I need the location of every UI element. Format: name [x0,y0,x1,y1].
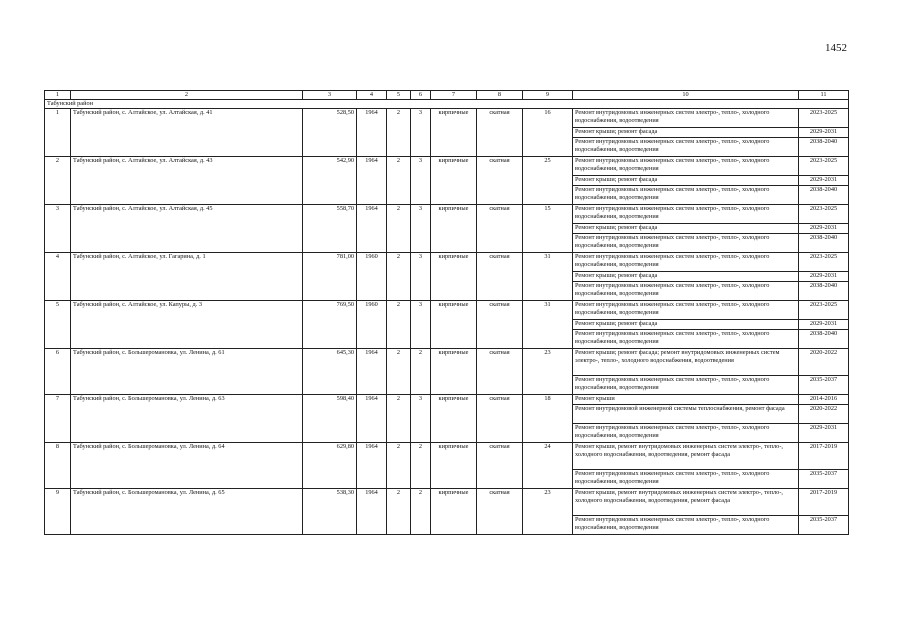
entrances-cell: 2 [411,443,431,489]
work-description-cell: Ремонт внутридомовых инженерных систем электро-, тепло-, холодного водоснабжения, водоотведения [573,330,799,349]
floors-cell: 2 [387,253,411,301]
column-header: 4 [357,91,387,100]
table-row [45,349,849,376]
page-number: 1452 [825,42,847,54]
table-row [45,205,849,224]
row-number: 2 [45,157,71,205]
residents-cell: 24 [523,443,573,489]
row-number: 7 [45,395,71,443]
work-description-cell: Ремонт крыши; ремонт фасада [573,128,799,138]
period-cell: 2023-2025 [799,301,849,320]
floors-cell: 2 [387,395,411,443]
column-header: 8 [477,91,523,100]
column-number-row [45,91,849,100]
area-cell: 542,90 [303,157,357,205]
roof-type-cell: скатная [477,301,523,349]
table-row [45,253,849,272]
table-row [45,443,849,470]
address-cell: Табунский район, с. Алтайское, ул. Капуры, д. 3 [71,301,303,349]
area-cell: 538,30 [303,489,357,535]
residents-cell: 23 [523,489,573,535]
work-description-cell: Ремонт внутридомовых инженерных систем электро-, тепло-, холодного водоснабжения, водоотведения [573,138,799,157]
entrances-cell: 3 [411,109,431,157]
residents-cell: 25 [523,157,573,205]
area-cell: 769,50 [303,301,357,349]
housing-repair-table [44,90,849,535]
floors-cell: 2 [387,489,411,535]
work-description-cell: Ремонт внутридомовых инженерных систем электро-, тепло-, холодного водоснабжения, водоотведения [573,516,799,535]
work-description-cell: Ремонт крыши, ремонт внутридомовых инженерных систем электро-, тепло-, холодного водоснабжения, водоотведения, ремонт фасада [573,443,799,470]
area-cell: 558,70 [303,205,357,253]
row-number: 1 [45,109,71,157]
column-header: 11 [799,91,849,100]
work-description-cell: Ремонт внутридомовых инженерных систем электро-, тепло-, холодного водоснабжения, водоотведения [573,301,799,320]
work-description-cell: Ремонт крыши; ремонт фасада [573,176,799,186]
residents-cell: 23 [523,349,573,395]
table-row [45,109,849,128]
work-description-cell: Ремонт внутридомовых инженерных систем электро-, тепло-, холодного водоснабжения, водоотведения [573,376,799,395]
period-cell: 2035-2037 [799,376,849,395]
column-header: 9 [523,91,573,100]
work-description-cell: Ремонт крыши; ремонт фасада [573,272,799,282]
period-cell: 2017-2019 [799,489,849,516]
area-cell: 528,50 [303,109,357,157]
residents-cell: 18 [523,395,573,443]
period-cell: 2023-2025 [799,109,849,128]
column-header: 3 [303,91,357,100]
year-cell: 1964 [357,443,387,489]
area-cell: 629,80 [303,443,357,489]
work-description-cell: Ремонт крыши; ремонт фасада; ремонт внутридомовых инженерных систем электро-, тепло-, холодного водоснабжения, водоотведения [573,349,799,376]
work-description-cell: Ремонт внутридомовых инженерных систем электро-, тепло-, холодного водоснабжения, водоотведения [573,109,799,128]
wall-material-cell: кирпичные [431,157,477,205]
entrances-cell: 3 [411,395,431,443]
work-description-cell: Ремонт внутридомовых инженерных систем электро-, тепло-, холодного водоснабжения, водоотведения [573,282,799,301]
roof-type-cell: скатная [477,253,523,301]
table-row [45,157,849,176]
residents-cell: 31 [523,253,573,301]
wall-material-cell: кирпичные [431,395,477,443]
address-cell: Табунский район, с. Алтайское, ул. Алтайская, д. 43 [71,157,303,205]
work-description-cell: Ремонт крыши [573,395,799,405]
table-row [45,301,849,320]
work-description-cell: Ремонт внутридомовых инженерных систем электро-, тепло-, холодного водоснабжения, водоотведения [573,424,799,443]
period-cell: 2029-2031 [799,320,849,330]
district-row [45,100,849,109]
floors-cell: 2 [387,109,411,157]
work-description-cell: Ремонт крыши; ремонт фасада [573,320,799,330]
table-row [45,395,849,405]
roof-type-cell: скатная [477,443,523,489]
address-cell: Табунский район, с. Алтайское, ул. Гагарина, д. 1 [71,253,303,301]
work-description-cell: Ремонт крыши; ремонт фасада [573,224,799,234]
work-description-cell: Ремонт внутридомовых инженерных систем электро-, тепло-, холодного водоснабжения, водоотведения [573,470,799,489]
entrances-cell: 2 [411,349,431,395]
work-description-cell: Ремонт внутридомовых инженерных систем электро-, тепло-, холодного водоснабжения, водоотведения [573,157,799,176]
area-cell: 598,40 [303,395,357,443]
period-cell: 2038-2040 [799,186,849,205]
roof-type-cell: скатная [477,109,523,157]
address-cell: Табунский район, с. Алтайское, ул. Алтайская, д. 45 [71,205,303,253]
row-number: 6 [45,349,71,395]
wall-material-cell: кирпичные [431,205,477,253]
period-cell: 2029-2031 [799,272,849,282]
period-cell: 2014-2016 [799,395,849,405]
wall-material-cell: кирпичные [431,109,477,157]
column-header: 6 [411,91,431,100]
year-cell: 1964 [357,157,387,205]
residents-cell: 15 [523,205,573,253]
period-cell: 2038-2040 [799,330,849,349]
area-cell: 645,30 [303,349,357,395]
floors-cell: 2 [387,205,411,253]
year-cell: 1964 [357,109,387,157]
year-cell: 1960 [357,253,387,301]
period-cell: 2029-2031 [799,224,849,234]
period-cell: 2029-2031 [799,128,849,138]
year-cell: 1960 [357,301,387,349]
period-cell: 2023-2025 [799,157,849,176]
residents-cell: 16 [523,109,573,157]
row-number: 8 [45,443,71,489]
row-number: 3 [45,205,71,253]
entrances-cell: 3 [411,205,431,253]
wall-material-cell: кирпичные [431,489,477,535]
entrances-cell: 3 [411,253,431,301]
row-number: 5 [45,301,71,349]
period-cell: 2020-2022 [799,405,849,424]
work-description-cell: Ремонт внутридомовых инженерных систем электро-, тепло-, холодного водоснабжения, водоотведения [573,205,799,224]
district-name: Табунский район [45,100,849,109]
entrances-cell: 3 [411,301,431,349]
year-cell: 1964 [357,349,387,395]
period-cell: 2029-2031 [799,176,849,186]
entrances-cell: 2 [411,489,431,535]
work-description-cell: Ремонт крыши, ремонт внутридомовых инженерных систем электро-, тепло-, холодного водоснабжения, водоотведения, ремонт фасада [573,489,799,516]
period-cell: 2023-2025 [799,205,849,224]
area-cell: 781,00 [303,253,357,301]
wall-material-cell: кирпичные [431,253,477,301]
column-header: 5 [387,91,411,100]
floors-cell: 2 [387,443,411,489]
year-cell: 1964 [357,489,387,535]
period-cell: 2038-2040 [799,234,849,253]
period-cell: 2038-2040 [799,282,849,301]
roof-type-cell: скатная [477,489,523,535]
period-cell: 2038-2040 [799,138,849,157]
row-number: 4 [45,253,71,301]
table-row [45,489,849,516]
wall-material-cell: кирпичные [431,443,477,489]
floors-cell: 2 [387,301,411,349]
period-cell: 2023-2025 [799,253,849,272]
roof-type-cell: скатная [477,349,523,395]
roof-type-cell: скатная [477,205,523,253]
column-header: 7 [431,91,477,100]
wall-material-cell: кирпичные [431,301,477,349]
work-description-cell: Ремонт внутридомовой инженерной системы теплоснабжения, ремонт фасада [573,405,799,424]
year-cell: 1964 [357,395,387,443]
residents-cell: 31 [523,301,573,349]
work-description-cell: Ремонт внутридомовых инженерных систем электро-, тепло-, холодного водоснабжения, водоотведения [573,234,799,253]
roof-type-cell: скатная [477,157,523,205]
address-cell: Табунский район, с. Алтайское, ул. Алтайская, д. 41 [71,109,303,157]
period-cell: 2017-2019 [799,443,849,470]
address-cell: Табунский район, с. Большеромановка, ул. Ленина, д. 64 [71,443,303,489]
work-description-cell: Ремонт внутридомовых инженерных систем электро-, тепло-, холодного водоснабжения, водоотведения [573,186,799,205]
year-cell: 1964 [357,205,387,253]
row-number: 9 [45,489,71,535]
wall-material-cell: кирпичные [431,349,477,395]
column-header: 10 [573,91,799,100]
entrances-cell: 3 [411,157,431,205]
work-description-cell: Ремонт внутридомовых инженерных систем электро-, тепло-, холодного водоснабжения, водоотведения [573,253,799,272]
column-header: 2 [71,91,303,100]
column-header: 1 [45,91,71,100]
period-cell: 2020-2022 [799,349,849,376]
floors-cell: 2 [387,157,411,205]
floors-cell: 2 [387,349,411,395]
period-cell: 2035-2037 [799,470,849,489]
period-cell: 2035-2037 [799,516,849,535]
address-cell: Табунский район, с. Большеромановка, ул. Ленина, д. 61 [71,349,303,395]
roof-type-cell: скатная [477,395,523,443]
address-cell: Табунский район, с. Большеромановка, ул. Ленина, д. 63 [71,395,303,443]
address-cell: Табунский район, с. Большеромановка, ул. Ленина, д. 65 [71,489,303,535]
period-cell: 2029-2031 [799,424,849,443]
